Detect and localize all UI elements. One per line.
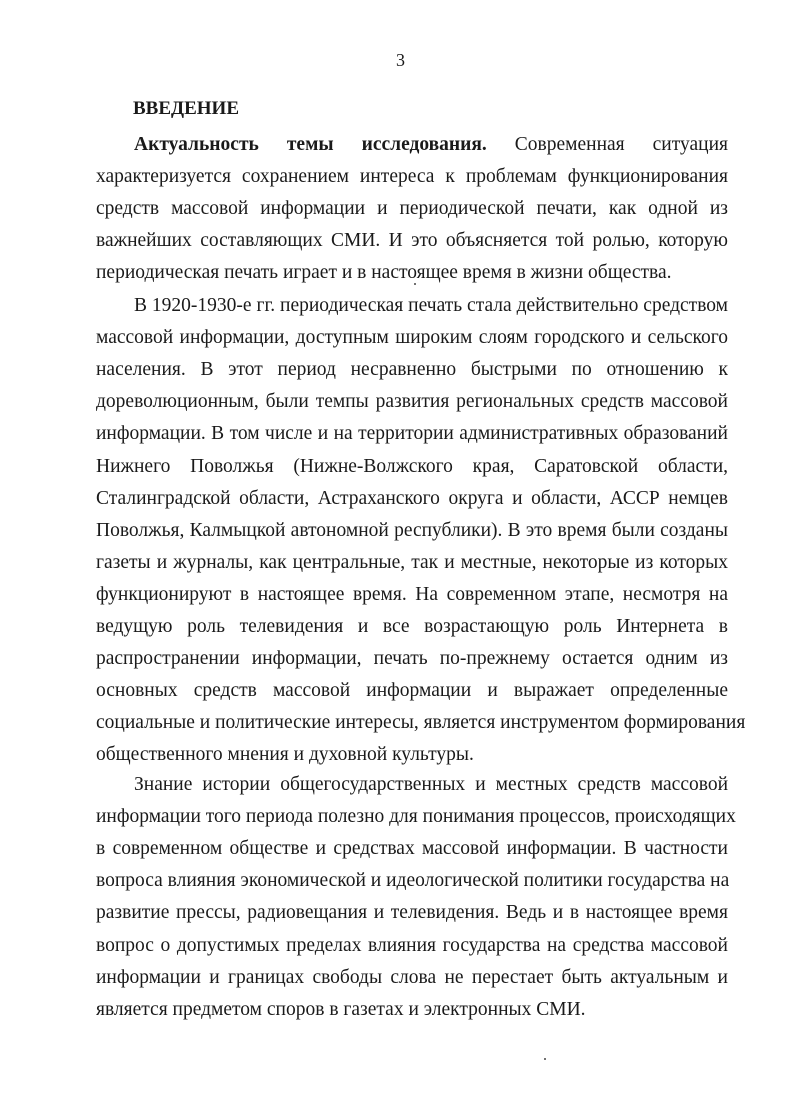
text-line: развитие прессы, радиовещания и телевидения. Ведь и в настоящее время (96, 902, 728, 924)
text-line: характеризуется сохранением интереса к проблемам функционирования (96, 166, 728, 188)
text-line: функционируют в настоящее время. На современном этапе, несмотря на (96, 583, 728, 605)
text-line: средств массовой информации и периодической печати, как одной из (96, 198, 728, 220)
text-line: ведущую роль телевидения и все возрастающую роль Интернета в (96, 616, 728, 637)
text-line: основных средств массовой информации и выражает определенные (96, 680, 728, 702)
text-line: является предметом споров в газетах и электронных СМИ. (96, 998, 586, 1020)
text-line: массовой информации, доступным широким слоям городского и сельского (96, 327, 728, 349)
bold-lead-word: Актуальность (134, 134, 259, 155)
text-line: Сталинградской области, Астраханского округа и области, АССР немцев (96, 487, 728, 509)
text-line: информации того периода полезно для понимания процессов, происходящих (96, 806, 736, 828)
text-word: ситуация (652, 134, 728, 155)
text-line: газеты и журналы, как центральные, так и местные, некоторые из которых (96, 551, 728, 573)
bold-lead-word: исследования. (361, 134, 487, 155)
text-line: Поволжья, Калмыцкой автономной республики). В это время были созданы (96, 519, 728, 541)
text-line: в современном обществе и средствах массовой информации. В частности (96, 838, 728, 860)
scan-speck (544, 1058, 546, 1060)
text-line: периодическая печать играет и в настоящее время в жизни общества. (96, 262, 672, 284)
text-line: информации. В том числе и на территории административных образований (96, 423, 728, 445)
text-line: распространении информации, печать по-прежнему остается одним из (96, 648, 728, 670)
text-line: важнейших составляющих СМИ. И это объясняется той ролью, которую (96, 230, 728, 252)
text-line: вопроса влияния экономической и идеологической политики государства на (96, 870, 730, 892)
text-word: Современная (514, 134, 625, 155)
text-line: вопрос о допустимых пределах влияния государства на средства массовой (96, 934, 728, 956)
text-line: Нижнего Поволжья (Нижне-Волжского края, Саратовской области, (96, 455, 728, 477)
text-line: социальные и политические интересы, является инструментом формирования (96, 712, 746, 734)
scan-speck (414, 283, 416, 285)
section-heading: ВВЕДЕНИЕ (133, 98, 239, 119)
page-number: 3 (396, 50, 405, 70)
text-line: населения. В этот период несравненно быстрыми по отношению к (96, 359, 728, 381)
text-line: общественного мнения и духовной культуры. (96, 744, 474, 766)
paragraph-first-line: В 1920-1930-е гг. периодическая печать стала действительно средством (134, 295, 728, 316)
text-line: информации и границах свободы слова не перестает быть актуальным и (96, 966, 728, 988)
text-line: дореволюционным, были темпы развития региональных средств массовой (96, 391, 728, 413)
paragraph-first-line (134, 133, 728, 157)
paragraph-first-line: Знание истории общегосударственных и местных средств массовой (134, 774, 728, 795)
bold-lead-word: темы (286, 134, 334, 155)
